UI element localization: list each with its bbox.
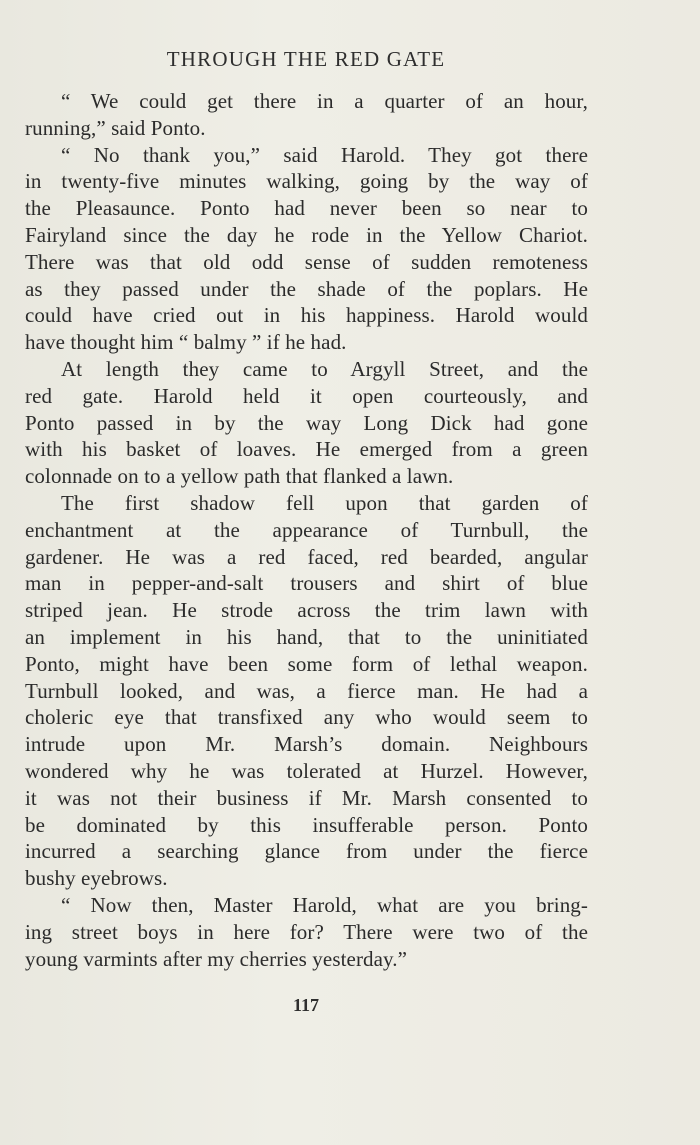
text-line: the Pleasaunce. Ponto had never been so near to: [25, 196, 588, 221]
text-line: it was not their business if Mr. Marsh consented to: [25, 785, 588, 810]
text-line: Turnbull looked, and was, a fierce man. He had a: [25, 678, 588, 703]
text-line: running,” said Ponto.: [25, 115, 206, 140]
text-line: “ We could get there in a quarter of an hour,: [61, 89, 588, 113]
text-line: “ No thank you,” said Harold. They got there: [61, 142, 588, 167]
text-line: bushy eyebrows.: [25, 866, 168, 891]
text-line: The first shadow fell upon that garden of: [61, 490, 588, 515]
text-line: young varmints after my cherries yesterday.”: [25, 946, 408, 971]
text-line: striped jean. He strode across the trim lawn with: [25, 598, 588, 623]
text-line: Ponto, might have been some form of lethal weapon.: [25, 651, 588, 676]
text-line: intrude upon Mr. Marsh’s domain. Neighbours: [25, 732, 588, 757]
text-line: Ponto passed in by the way Long Dick had gone: [25, 410, 588, 435]
running-head-title: THROUGH THE RED GATE: [166, 47, 446, 71]
text-line: an implement in his hand, that to the uninitiated: [25, 624, 588, 649]
text-line: choleric eye that transfixed any who would seem to: [25, 705, 588, 730]
text-line: Fairyland since the day he rode in the Yellow Chariot.: [25, 222, 588, 247]
text-line: be dominated by this insufferable person. Ponto: [25, 812, 588, 837]
text-line: There was that old odd sense of sudden remoteness: [25, 249, 588, 274]
text-line: ing street boys in here for? There were two of the: [25, 919, 588, 944]
text-line: At length they came to Argyll Street, and the: [61, 356, 588, 381]
text-line: gardener. He was a red faced, red bearded, angular: [25, 544, 588, 569]
text-line: “ Now then, Master Harold, what are you bring-: [61, 892, 588, 917]
text-line: in twenty-five minutes walking, going by the way of: [25, 169, 588, 194]
text-line: with his basket of loaves. He emerged from a green: [25, 437, 588, 462]
text-line: have thought him “ balmy ” if he had.: [25, 330, 347, 355]
text-line: wondered why he was tolerated at Hurzel. However,: [25, 758, 588, 783]
text-line: enchantment at the appearance of Turnbull, the: [25, 517, 588, 542]
page-number: 117: [292, 995, 319, 1015]
text-line: incurred a searching glance from under the fierce: [25, 839, 588, 864]
text-line: colonnade on to a yellow path that flanked a lawn.: [25, 464, 454, 489]
text-line: red gate. Harold held it open courteously, and: [25, 383, 588, 408]
text-line: could have cried out in his happiness. Harold would: [25, 303, 588, 328]
text-line: man in pepper-and-salt trousers and shirt of blue: [25, 571, 588, 596]
body-text: [25, 88, 588, 972]
text-line: as they passed under the shade of the poplars. He: [25, 276, 588, 301]
